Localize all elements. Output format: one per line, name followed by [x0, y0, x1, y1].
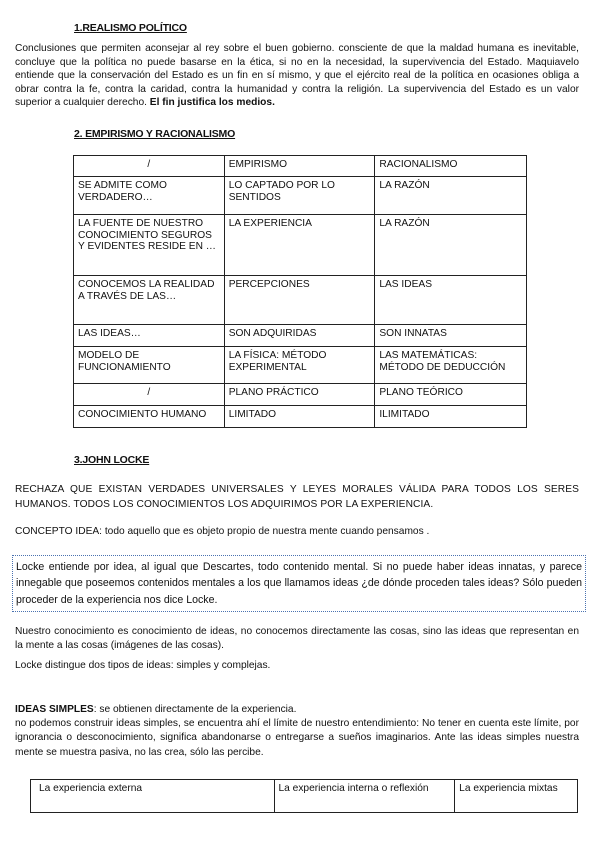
table-cell: PERCEPCIONES — [224, 276, 375, 325]
ideas-simples-line — [15, 703, 579, 717]
table-cell: SE ADMITE COMO VERDADERO… — [74, 177, 225, 215]
table-row — [74, 215, 527, 276]
table-row — [74, 347, 527, 384]
table-cell: La experiencia mixtas — [455, 780, 578, 813]
table-cell: LA FÍSICA: MÉTODO EXPERIMENTAL — [224, 347, 375, 384]
table-cell: MODELO DE FUNCIONAMIENTO — [74, 347, 225, 384]
section-1-text: Conclusiones que permiten aconsejar al rey sobre el buen gobierno. consciente de que la maldad humana es inevitable, concluye que la política no puede basarse en la ética, si no en la necesidad, la supervivencia del Estado. Maquiavelo entiende que la conservación del Estado es un fin en sí mismo, y que el ejército real de la política en ocasiones obliga a obrar contra la fe, contra la caridad, contra la humanidad y contra la religión. La supervivencia del Estado es un valor superior a cualquier derecho. — [15, 43, 579, 109]
locke-rejection-paragraph: RECHAZA QUE EXISTAN VERDADES UNIVERSALES Y LEYES MORALES VÁLIDA PARA TODOS LOS SERES HUMANOS. TODOS LOS CONOCIMIENTOS LOS ADQUIRIMOS POR LA EXPERIENCIA. — [15, 484, 579, 510]
section-1-paragraph — [15, 42, 579, 110]
section-1-bold-conclusion: El fin justifica los medios. — [149, 97, 275, 109]
idea-types-paragraph: Locke distingue dos tipos de ideas: simples y complejas. — [15, 660, 271, 671]
table-cell: La experiencia externa — [31, 780, 275, 813]
table-cell: LA RAZÓN — [375, 177, 527, 215]
concept-idea-paragraph: CONCEPTO IDEA: todo aquello que es objeto propio de nuestra mente cuando pensamos . — [15, 526, 430, 537]
table-cell: SON ADQUIRIDAS — [224, 325, 375, 347]
table-cell: LA FUENTE DE NUESTRO CONOCIMIENTO SEGUROS Y EVIDENTES RESIDE EN … — [74, 215, 225, 276]
table-header-empirismo: EMPIRISMO — [224, 156, 375, 177]
experience-types-table — [30, 779, 578, 813]
table-row — [74, 325, 527, 347]
simple-ideas-paragraph: no podemos construir ideas simples, se encuentra ahí el límite de nuestro entendimiento: No tener en cuenta este límite, por ignorancia o desconocimiento, significa abandonarse o entregarse a sueños imaginarios. Ante las ideas simples nuestra mente se muestra pasiva, no las crea, sólo las percibe. — [15, 718, 579, 758]
section-3-title: 3.JOHN LOCKE — [74, 454, 150, 466]
section-1-title: 1.REALISMO POLÍTICO — [74, 22, 187, 34]
locke-quote-box: Locke entiende por idea, al igual que Descartes, todo contenido mental. Si no puede haber ideas innatas, y parece innegable que poseemos contenidos mentales a los que llamamos ideas ¿de dónde proceden tales ideas? Sólo pueden proceder de la experiencia nos dice Locke. — [12, 555, 586, 612]
table-row — [74, 406, 527, 428]
ideas-simples-label: IDEAS SIMPLES — [15, 704, 94, 715]
ideas-simples-definition: : se obtienen directamente de la experiencia. — [93, 704, 297, 715]
table-cell: LO CAPTADO POR LO SENTIDOS — [224, 177, 375, 215]
table-cell: LAS IDEAS… — [74, 325, 225, 347]
empirismo-racionalismo-table — [73, 155, 527, 428]
table-cell: CONOCIMIENTO HUMANO — [74, 406, 225, 428]
table-cell: / — [74, 384, 225, 406]
table-row — [74, 276, 527, 325]
table-cell: CONOCEMOS LA REALIDAD A TRAVÉS DE LAS… — [74, 276, 225, 325]
table-cell: PLANO PRÁCTICO — [224, 384, 375, 406]
knowledge-ideas-paragraph: Nuestro conocimiento es conocimiento de ideas, no conocemos directamente las cosas, sino las ideas que representan en la mente a las cosas (imágenes de las cosas). — [15, 626, 579, 652]
table-cell: SON INNATAS — [375, 325, 527, 347]
table-cell: LA RAZÓN — [375, 215, 527, 276]
section-2-title: 2. EMPIRISMO Y RACIONALISMO — [74, 128, 236, 140]
table-cell: ILIMITADO — [375, 406, 527, 428]
table-cell: LIMITADO — [224, 406, 375, 428]
table-row — [74, 384, 527, 406]
table-cell: La experiencia interna o reflexión — [274, 780, 455, 813]
table-row — [74, 156, 527, 177]
table-cell: / — [74, 156, 225, 177]
table-cell: LA EXPERIENCIA — [224, 215, 375, 276]
table-header-racionalismo: RACIONALISMO — [375, 156, 527, 177]
table-cell: LAS IDEAS — [375, 276, 527, 325]
table-cell: LAS MATEMÁTICAS: MÉTODO DE DEDUCCIÓN — [375, 347, 527, 384]
table-row — [31, 780, 578, 813]
table-row — [74, 177, 527, 215]
table-cell: PLANO TEÓRICO — [375, 384, 527, 406]
